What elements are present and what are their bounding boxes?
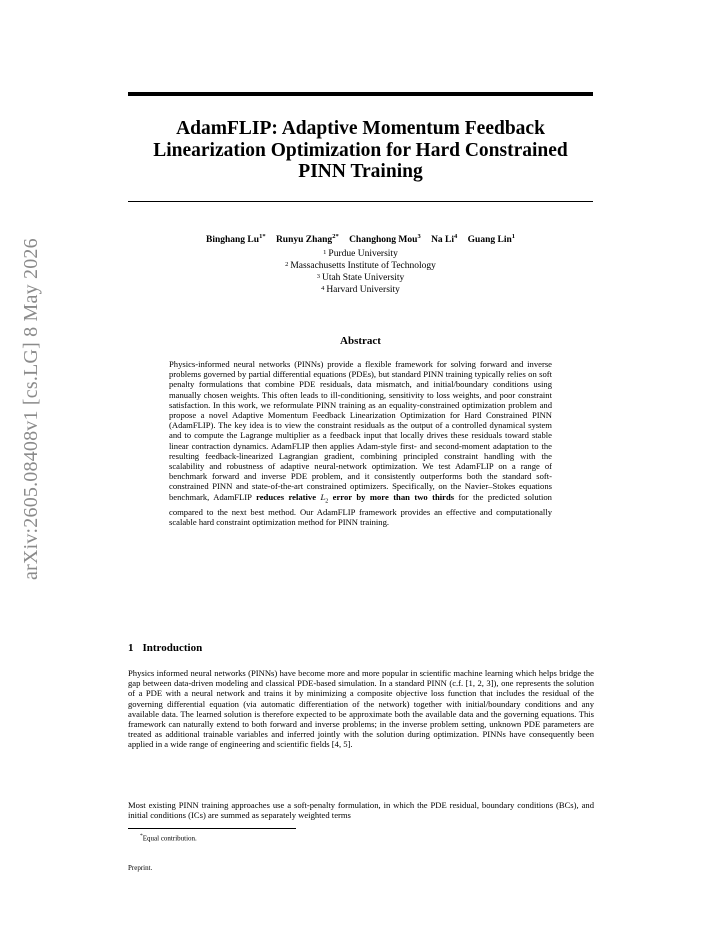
footnote: *Equal contribution. bbox=[140, 833, 197, 843]
paper-title: AdamFLIP: Adaptive Momentum Feedback Linearization Optimization for Hard Constrained PINN Training bbox=[153, 118, 568, 182]
footnote-rule bbox=[128, 828, 296, 829]
title-top-rule bbox=[128, 92, 593, 96]
introduction-paragraph: Most existing PINN training approaches use a soft-penalty formulation, in which the PDE residual, boundary conditions (BCs), and initial conditions (ICs) are summed as separately weighted terms bbox=[128, 800, 594, 821]
abstract-body: Physics-informed neural networks (PINNs) provide a flexible framework for solving forward and inverse problems governed by partial differential equations (PDEs), but standard PINN training typically relies on soft penalty formulations that combine PDE residuals, data mismatch, and initial/boundary conditions using manually chosen weights. This often leads to ill-conditioning, sensitivity to loss weights, and poor constraint satisfaction. In this work, we reformulate PINN training as an equality-constrained optimization problem and propose a novel Adaptive Momentum Feedback Linearization Optimization for Hard Constrained PINN (AdamFLIP). The key idea is to view the constraint residuals as the output of a controlled dynamical system and to compute the Lagrange multiplier as a feedback input that locally drives these residuals toward stable linear contraction dynamics. AdamFLIP then applies Adam-style first- and second-moment adaptation to the resulting feedback-linearized Lagrangian gradient, combining principled constraint handling with the scalability and robustness of adaptive neural-network optimization. We test AdamFLIP on a range of benchmark forward and inverse PDE problem, and it consistently outperforms both the standard soft-constrained PINN and state-of-the-art constrained optimizers. Specifically, on the Navier–Stokes equations benchmark, AdamFLIP reduces relative $L_2$ error by more than two thirds for the predicted solution compared to the next best method. Our AdamFLIP framework provides an effective and computationally scalable hard constraint optimization method for PINN training. bbox=[169, 359, 552, 527]
author: Na Li$^4$ bbox=[431, 233, 458, 245]
affiliation: $^1$ Purdue University bbox=[323, 249, 398, 259]
affiliation-list bbox=[128, 248, 593, 296]
title-bottom-rule bbox=[128, 201, 593, 202]
section-heading-introduction: 1 Introduction bbox=[128, 642, 203, 654]
author: Changhong Mou$^3$ bbox=[349, 233, 421, 245]
affiliation: $^3$ Utah State University bbox=[316, 273, 405, 283]
author: Guang Lin$^1$ bbox=[467, 233, 515, 245]
math-l2: $L_2$ bbox=[320, 491, 329, 505]
author-list bbox=[128, 235, 593, 245]
preprint-notice: Preprint. bbox=[128, 864, 153, 872]
affiliation: $^4$ Harvard University bbox=[321, 285, 400, 295]
author: Binghang $Lu^{1*}$ bbox=[205, 233, 266, 245]
author: Runyu Zhang$^{2*}$ bbox=[275, 233, 339, 245]
affiliation: $^2$ Massachusetts Institute of Technology bbox=[285, 261, 436, 271]
introduction-paragraph: Physics informed neural networks (PINNs) have become more and more popular in scientific machine learning which helps bridge the gap between data-driven modeling and classical PDE-based simulation. In a standard PINN (c.f. [1, 2, 3]), one represents the solution of a PDE with a neural network and trains it by minimizing a composite objective loss function that includes the residual of the governing differential equation (via automatic differentiation of the network) together with initial/boundary conditions and any available data. The learned solution is therefore expected to be approximate both the available data and the governing equations. This framework can naturally extend to both forward and inverse problems; in the inverse problem setting, unknown PDE parameters are treated as additional trainable variables and inferred jointly with the solution during optimization. PINNs have consequently been applied in a wide range of engineering and scientific fields [4, 5]. bbox=[128, 668, 594, 750]
abstract-heading: Abstract bbox=[340, 335, 381, 347]
arxiv-identifier-stamp: arXiv:2605.08408v1 [cs.LG] 8 May 2026 bbox=[20, 238, 42, 580]
